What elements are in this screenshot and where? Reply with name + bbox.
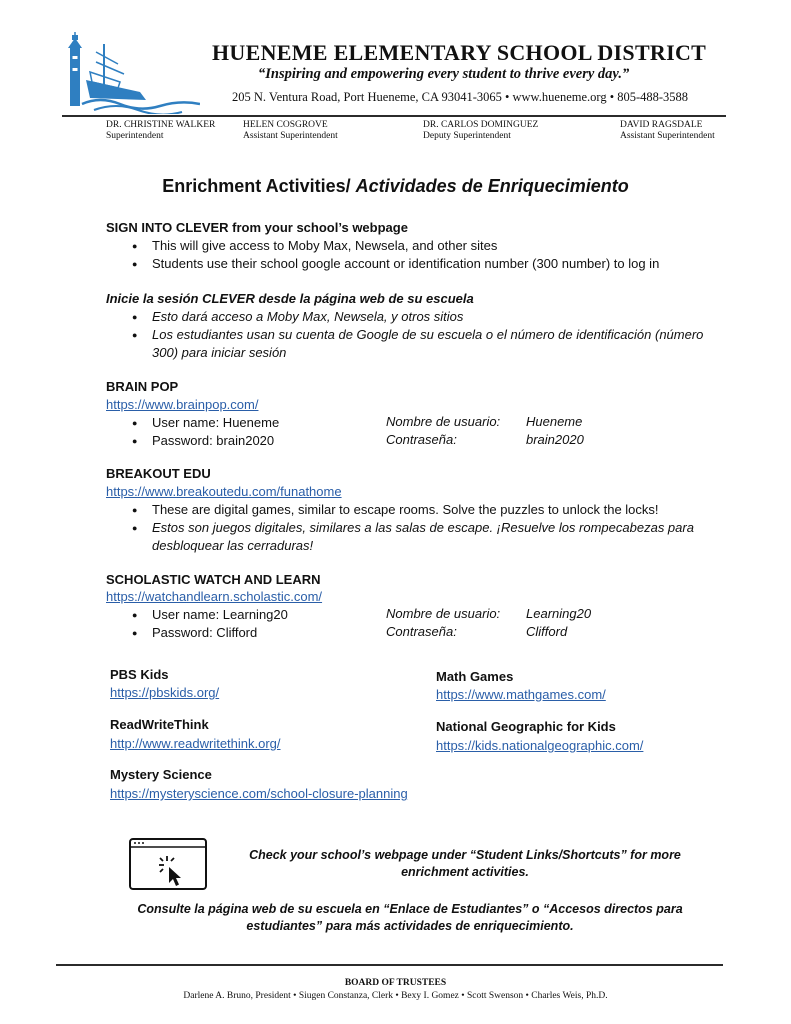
list-item: ● These are digital games, similar to escape rooms. Solve the puzzles to unlock the locks! bbox=[130, 501, 750, 519]
footer-divider bbox=[56, 964, 723, 966]
pbs-link[interactable]: https://pbskids.org/ bbox=[110, 685, 220, 700]
list-item: ● Estos son juegos digitales, similares a las salas de escape. ¡Resuelve los rompecabezas para desbloquear las cerraduras! bbox=[130, 519, 750, 555]
scholastic-user-label-es: Nombre de usuario: bbox=[386, 606, 501, 621]
mystery-science-heading: Mystery Science bbox=[110, 767, 212, 782]
pbs-heading: PBS Kids bbox=[110, 667, 169, 682]
official-name: DR. CARLOS DOMINGUEZ bbox=[423, 120, 539, 130]
brainpop-user-label-es: Nombre de usuario: bbox=[386, 414, 501, 429]
brainpop-credentials-list bbox=[130, 414, 370, 450]
cta-english: Check your school’s webpage under “Student Links/Shortcuts” for more enrichment activities. bbox=[249, 848, 681, 879]
title-english: Enrichment Activities/ bbox=[162, 176, 356, 196]
list-item: ● Students use their school google account or identification number (300 number) to log in bbox=[130, 255, 750, 273]
scholastic-heading: SCHOLASTIC WATCH AND LEARN bbox=[106, 572, 321, 587]
official-title: Superintendent bbox=[106, 131, 164, 141]
official-deputy-superintendent bbox=[423, 120, 538, 142]
readwritethink-heading: ReadWriteThink bbox=[110, 717, 209, 732]
list-item: ● User name: Learning20 bbox=[130, 606, 370, 624]
list-item: ● This will give access to Moby Max, Newsela, and other sites bbox=[130, 237, 750, 255]
brainpop-heading: BRAIN POP bbox=[106, 379, 179, 394]
list-item: ● Esto dará acceso a Moby Max, Newsela, y otros sitios bbox=[130, 308, 750, 326]
brainpop-pass-value: brain2020 bbox=[526, 432, 584, 447]
math-games-link[interactable]: https://www.mathgames.com/ bbox=[436, 687, 606, 702]
list-item: ● Password: brain2020 bbox=[130, 432, 370, 450]
breakout-link[interactable]: https://www.breakoutedu.com/funathome bbox=[106, 484, 342, 499]
math-games-heading: Math Games bbox=[436, 669, 514, 684]
header-divider bbox=[62, 115, 726, 117]
official-name: DR. CHRISTINE WALKER bbox=[106, 120, 216, 130]
official-assistant-superintendent bbox=[243, 120, 338, 142]
clever-heading-es: Inicie la sesión CLEVER desde la página web de su escuela bbox=[106, 291, 474, 306]
cta-spanish: Consulte la página web de su escuela en “Enlace de Estudiantes” o “Accesos directos para estudiantes” para más actividades de enriquecimiento. bbox=[137, 902, 683, 933]
scholastic-credentials-list bbox=[130, 606, 370, 642]
official-name: DAVID RAGSDALE bbox=[620, 120, 703, 130]
official-name: HELEN COSGROVE bbox=[243, 120, 328, 130]
district-logo bbox=[60, 32, 200, 114]
clever-list-es bbox=[130, 308, 750, 362]
list-item: ● Password: Clifford bbox=[130, 624, 370, 642]
list-item: ● User name: Hueneme bbox=[130, 414, 370, 432]
clever-heading: SIGN INTO CLEVER from your school’s webpage bbox=[106, 220, 408, 235]
scholastic-pass-value: Clifford bbox=[526, 624, 568, 639]
official-superintendent bbox=[106, 120, 215, 142]
official-assistant-superintendent-2 bbox=[620, 120, 715, 142]
scholastic-link[interactable]: https://watchandlearn.scholastic.com/ bbox=[106, 589, 323, 604]
breakout-heading: BREAKOUT EDU bbox=[106, 466, 211, 481]
board-members: Darlene A. Bruno, President • Siugen Constanza, Clerk • Bexy I. Gomez • Scott Swenson • Charles Weis, Ph.D. bbox=[183, 991, 608, 1001]
brainpop-user-value: Hueneme bbox=[526, 414, 583, 429]
official-title: Deputy Superintendent bbox=[423, 131, 511, 141]
natgeo-kids-link[interactable]: https://kids.nationalgeographic.com/ bbox=[436, 738, 644, 753]
natgeo-kids-heading: National Geographic for Kids bbox=[436, 719, 616, 734]
board-title: BOARD OF TRUSTEES bbox=[344, 978, 447, 988]
page-title bbox=[0, 176, 791, 197]
district-name: HUENEME ELEMENTARY SCHOOL DISTRICT bbox=[212, 40, 707, 65]
district-motto: “Inspiring and empowering every student to thrive every day.” bbox=[258, 66, 630, 82]
mystery-science-link[interactable]: https://mysteryscience.com/school-closure-planning bbox=[110, 786, 408, 801]
official-title: Assistant Superintendent bbox=[620, 131, 715, 141]
brainpop-link[interactable]: https://www.brainpop.com/ bbox=[106, 397, 259, 412]
list-item: ● Los estudiantes usan su cuenta de Google de su escuela o el número de identificación (número 300) para iniciar sesión bbox=[130, 326, 750, 362]
scholastic-pass-label-es: Contraseña: bbox=[386, 624, 457, 639]
scholastic-user-value: Learning20 bbox=[526, 606, 592, 621]
title-spanish: Actividades de Enriquecimiento bbox=[355, 176, 629, 196]
district-address: 205 N. Ventura Road, Port Hueneme, CA 93041-3065 • www.hueneme.org • 805-488-3588 bbox=[232, 90, 689, 104]
official-title: Assistant Superintendent bbox=[243, 131, 338, 141]
browser-click-icon bbox=[129, 838, 207, 890]
breakout-list bbox=[130, 501, 750, 555]
brainpop-pass-label-es: Contraseña: bbox=[386, 432, 457, 447]
clever-list bbox=[130, 237, 750, 273]
readwritethink-link[interactable]: http://www.readwritethink.org/ bbox=[110, 736, 281, 751]
